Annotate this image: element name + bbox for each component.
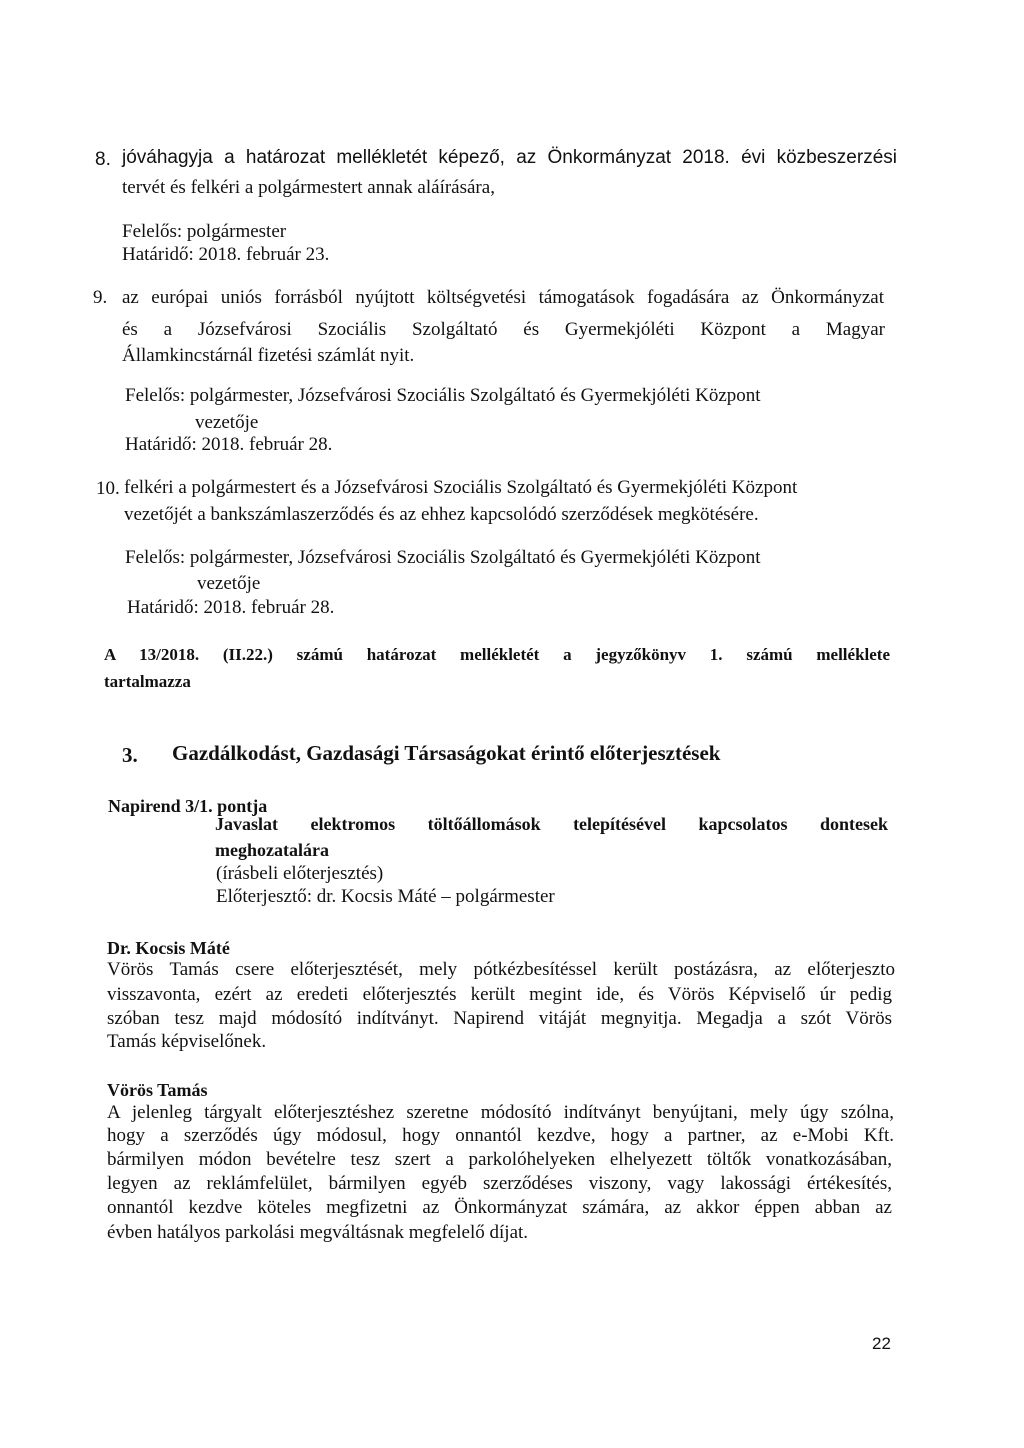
- agenda-presenter: Előterjesztő: dr. Kocsis Máté – polgármester: [216, 886, 555, 907]
- speech-line: Tamás képviselőnek.: [107, 1031, 267, 1052]
- item-8-line2: tervét és felkéri a polgármestert annak aláírására,: [122, 177, 495, 198]
- item-9-responsible-cont: vezetője: [195, 412, 259, 433]
- speaker-name: Vörös Tamás: [107, 1080, 208, 1100]
- item-8-responsible: Felelős: polgármester: [122, 221, 287, 242]
- item-8-line1: jóváhagyja a határozat mellékletét képező, az Önkormányzat 2018. évi közbeszerzési: [122, 147, 897, 168]
- page-number: 22: [872, 1334, 891, 1353]
- agenda-type: (írásbeli előterjesztés): [216, 863, 384, 884]
- annex-note-line2: tartalmazza: [104, 672, 191, 691]
- speech-line: évben hatályos parkolási megváltásnak megfelelő díjat.: [107, 1222, 529, 1243]
- speech-line: szóban tesz majd módosító indítványt. Napirend vitáját megnyitja. Megadja a szót Vörös: [107, 1008, 892, 1029]
- item-10-deadline: Határidő: 2018. február 28.: [127, 597, 335, 618]
- item-10-line1: felkéri a polgármestert és a Józsefvárosi Szociális Szolgáltató és Gyermekjóléti Központ: [124, 477, 798, 498]
- item-9-responsible: Felelős: polgármester, Józsefvárosi Szociális Szolgáltató és Gyermekjóléti Központ: [125, 385, 761, 406]
- speech-line: hogy a szerződés úgy módosul, hogy onnantól kezdve, hogy a partner, az e-Mobi Kft.: [107, 1125, 894, 1146]
- annex-note-line1: A 13/2018. (II.22.) számú határozat mellékletét a jegyzőkönyv 1. számú melléklete: [104, 645, 890, 664]
- item-8-deadline: Határidő: 2018. február 23.: [122, 244, 330, 265]
- speech-line: Vörös Tamás csere előterjesztését, mely pótkézbesítéssel került postázásra, az előterjeszto: [107, 959, 895, 980]
- item-10-responsible-cont: vezetője: [197, 573, 261, 594]
- item-9-line2: és a Józsefvárosi Szociális Szolgáltató és Gyermekjóléti Központ a Magyar: [122, 319, 885, 340]
- speech-line: visszavonta, ezért az eredeti előterjesztés került megint ide, és Vörös Képviselő úr pedig: [107, 984, 892, 1005]
- agenda-title-line2: meghozatalára: [215, 840, 329, 860]
- speech-line: legyen az reklámfelület, bármilyen egyéb szerződéses viszony, vagy lakossági értékesítés,: [107, 1173, 892, 1194]
- item-9-line3: Államkincstárnál fizetési számlát nyit.: [122, 345, 415, 366]
- item-10-line2: vezetőjét a bankszámlaszerződés és az ehhez kapcsolódó szerződések megkötésére.: [124, 504, 759, 525]
- speech-line: A jelenleg tárgyalt előterjesztéshez szeretne módosító indítványt benyújtani, mely úgy szólna,: [107, 1102, 894, 1123]
- item-9-line1: az európai uniós forrásból nyújtott költségvetési támogatások fogadására az Önkormányzat: [122, 287, 884, 308]
- item-9-deadline: Határidő: 2018. február 28.: [125, 434, 333, 455]
- section-number: 3.: [122, 743, 138, 767]
- item-8-number: 8.: [95, 149, 111, 170]
- agenda-label: Napirend 3/1. pontja: [108, 796, 268, 816]
- speech-line: bármilyen módon bevételre tesz szert a parkolóhelyeken elhelyezett töltők vonatkozásában,: [107, 1149, 892, 1170]
- item-10-responsible: Felelős: polgármester, Józsefvárosi Szociális Szolgáltató és Gyermekjóléti Központ: [125, 547, 761, 568]
- section-title: Gazdálkodást, Gazdasági Társaságokat érintő előterjesztések: [172, 741, 721, 765]
- item-9-number: 9.: [93, 287, 108, 308]
- speech-line: onnantól kezdve köteles megfizetni az Önkormányzat számára, az akkor éppen abban az: [107, 1197, 892, 1218]
- speaker-name: Dr. Kocsis Máté: [107, 938, 230, 958]
- item-10-number: 10.: [96, 478, 120, 499]
- agenda-title-line1: Javaslat elektromos töltőállomások telepítésével kapcsolatos dontesek: [215, 814, 888, 834]
